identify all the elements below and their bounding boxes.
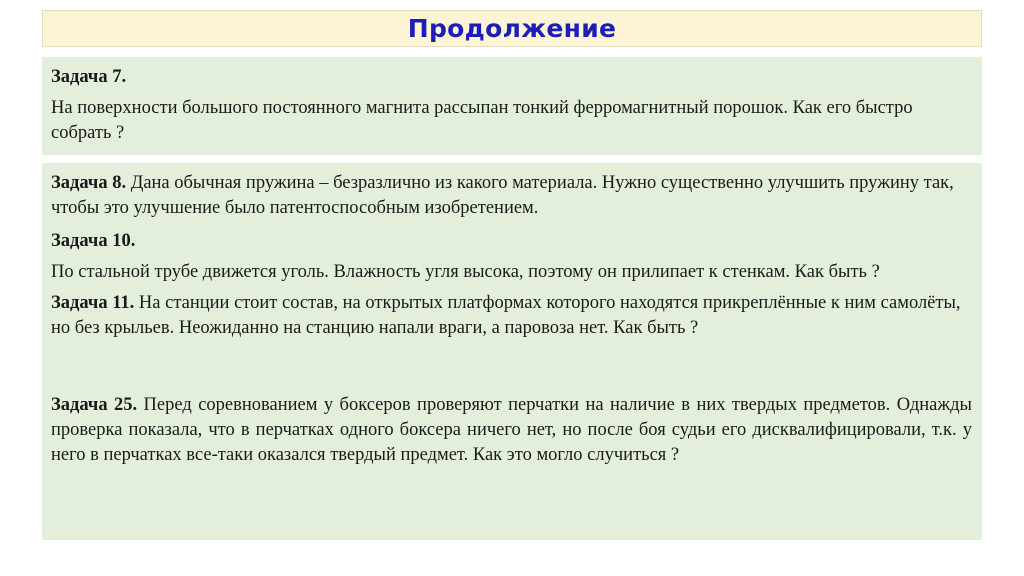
- task-10-heading: Задача 10.: [51, 231, 136, 251]
- task-11-paragraph: [51, 291, 972, 341]
- slide-title: Продолжение: [407, 14, 617, 43]
- task-10-text: По стальной трубе движется уголь. Влажность угля высока, поэтому он прилипает к стенкам. Как быть ?: [51, 262, 880, 282]
- task-8-heading: Задача 8.: [51, 173, 127, 193]
- task-7-box: [42, 57, 982, 155]
- tasks-main-box: [42, 163, 982, 540]
- task-11-text: На станции стоит состав, на открытых платформах которого находятся прикреплённые к ним самолёты, но без крыльев. Неожиданно на станцию напали враги, а паровоза нет. Как быть ?: [51, 293, 961, 338]
- task-7-heading: Задача 7.: [51, 67, 127, 87]
- task-25-text: Перед соревнованием у боксеров проверяют перчатки на наличие в них твердых предметов. Однажды проверка показала, что в перчатках одного боксера ничего нет, но после боя судьи его дисквалифицировали, т.к. у него в перчатках все-таки оказался твердый предмет. Как это могло случиться ?: [51, 395, 972, 465]
- title-bar: [42, 10, 982, 47]
- task-7-text: На поверхности большого постоянного магнита рассыпан тонкий ферромагнитный порошок. Как его быстро собрать ?: [51, 98, 913, 143]
- task-8-paragraph: [51, 171, 972, 221]
- task-25-paragraph: [51, 393, 972, 468]
- task-25-heading: Задача 25.: [51, 395, 138, 415]
- task-8-text: Дана обычная пружина – безразлично из какого материала. Нужно существенно улучшить пружину так, чтобы это улучшение было патентоспособным изобретением.: [51, 173, 954, 218]
- task-11-heading: Задача 11.: [51, 293, 135, 313]
